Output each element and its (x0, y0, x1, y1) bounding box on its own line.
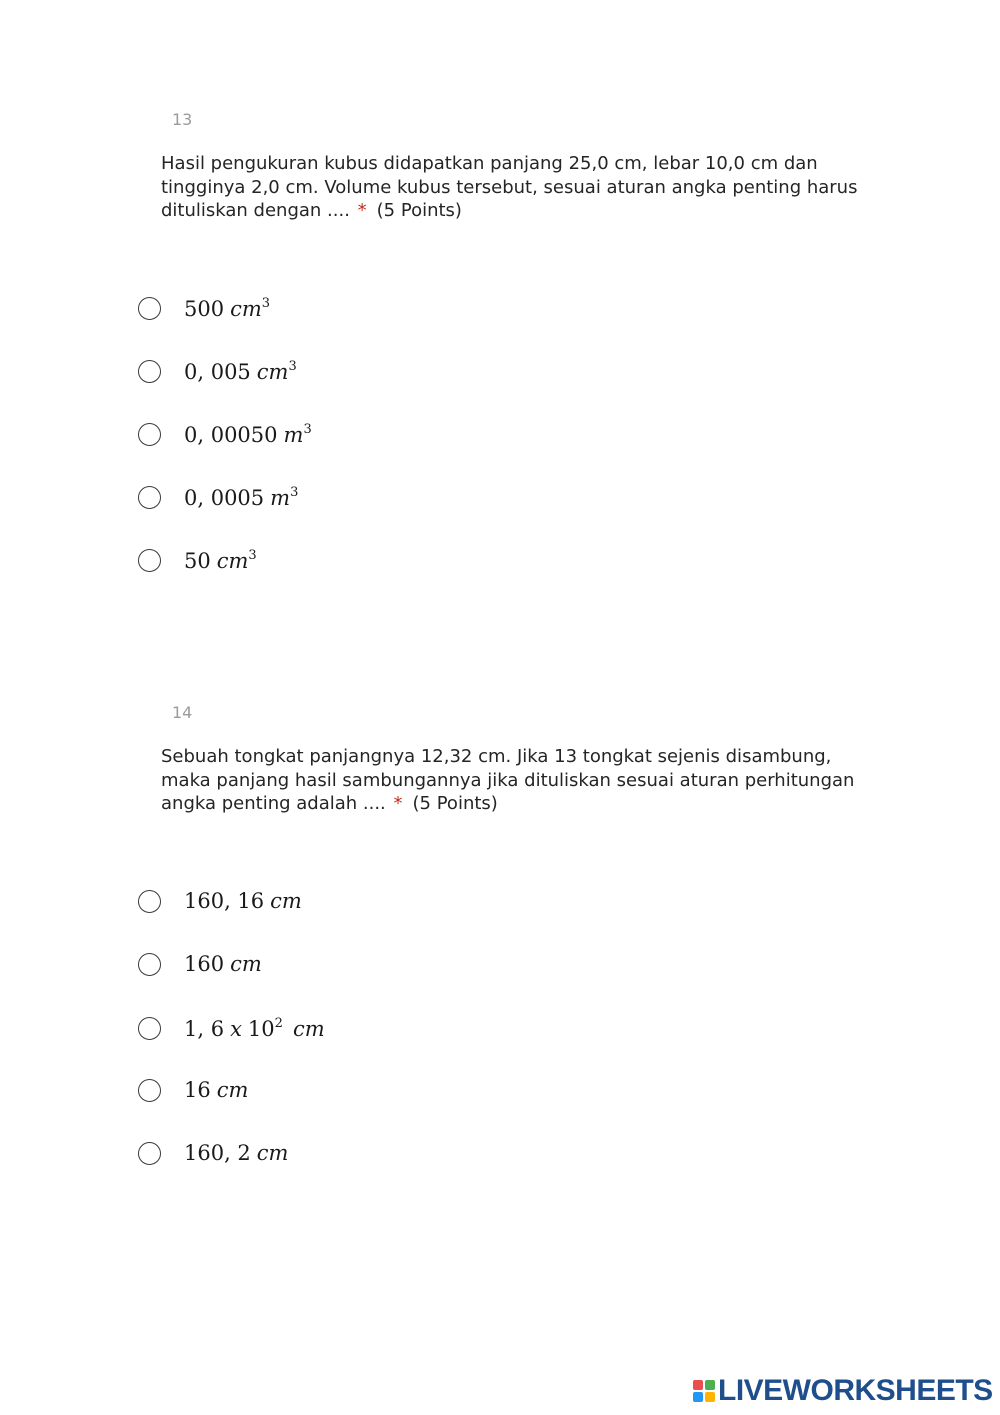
radio-button[interactable] (138, 297, 161, 320)
option-label: 50 $cm^3$ (184, 547, 257, 573)
radio-button[interactable] (138, 1079, 161, 1102)
logo-square (705, 1392, 715, 1402)
logo-text: LIVEWORKSHEETS (718, 1374, 993, 1407)
logo-icon (693, 1380, 715, 1402)
required-asterisk: * (393, 793, 403, 814)
question-text-line (161, 199, 861, 223)
option-label: 500 $cm^3$ (184, 295, 271, 321)
question-number: 13 (172, 110, 193, 129)
radio-button[interactable] (138, 890, 161, 913)
option-label: 0, 005 $cm^3$ (184, 358, 297, 384)
option-label: 160, 16 cm (184, 889, 302, 913)
required-asterisk: * (357, 200, 367, 221)
radio-button[interactable] (138, 486, 161, 509)
logo-square (705, 1380, 715, 1390)
question-text-line: maka panjang hasil sambungannya jika dituliskan sesuai aturan perhitungan (161, 769, 855, 791)
option-0-00050-m3[interactable] (138, 420, 312, 448)
question-text-line (161, 792, 861, 816)
question-number: 14 (172, 703, 193, 722)
points-label: (5 Points) (376, 200, 462, 221)
question-text-line-end: angka penting adalah .... (161, 793, 386, 814)
radio-button[interactable] (138, 423, 161, 446)
option-50-cm3[interactable] (138, 546, 257, 574)
question-text (161, 152, 861, 223)
option-160-16-cm[interactable] (138, 887, 302, 915)
question-text (161, 745, 861, 816)
question-text-line-end: dituliskan dengan .... (161, 200, 350, 221)
radio-button[interactable] (138, 1142, 161, 1165)
radio-button[interactable] (138, 1017, 161, 1040)
option-160-cm[interactable] (138, 950, 262, 978)
option-label: 0, 00050 $m^3$ (184, 421, 312, 447)
option-0-0005-m3[interactable] (138, 483, 298, 511)
logo-square (693, 1392, 703, 1402)
option-label: 160 cm (184, 952, 262, 976)
question-text-line: tingginya 2,0 cm. Volume kubus tersebut, sesuai aturan angka penting harus (161, 176, 858, 198)
option-label: 160, 2 cm (184, 1141, 289, 1165)
points-label: (5 Points) (412, 793, 498, 814)
option-500-cm3[interactable] (138, 294, 270, 322)
option-label: 16 cm (184, 1078, 249, 1102)
question-text-line: Hasil pengukuran kubus didapatkan panjang 25,0 cm, lebar 10,0 cm dan (161, 153, 818, 174)
option-label: 0, 0005 $m^3$ (184, 484, 299, 510)
option-label: 1, 6 x $10^2$ cm (184, 1015, 325, 1041)
question-text-line: Sebuah tongkat panjangnya 12,32 cm. Jika 13 tongkat sejenis disambung, (161, 746, 832, 767)
radio-button[interactable] (138, 360, 161, 383)
option-0-005-cm3[interactable] (138, 357, 297, 385)
radio-button[interactable] (138, 549, 161, 572)
option-160-2-cm[interactable] (138, 1139, 288, 1167)
option-16-cm[interactable] (138, 1076, 248, 1104)
option-1-6x10-2-cm[interactable] (138, 1014, 325, 1042)
liveworksheets-logo (693, 1376, 993, 1406)
logo-square (693, 1380, 703, 1390)
radio-button[interactable] (138, 953, 161, 976)
